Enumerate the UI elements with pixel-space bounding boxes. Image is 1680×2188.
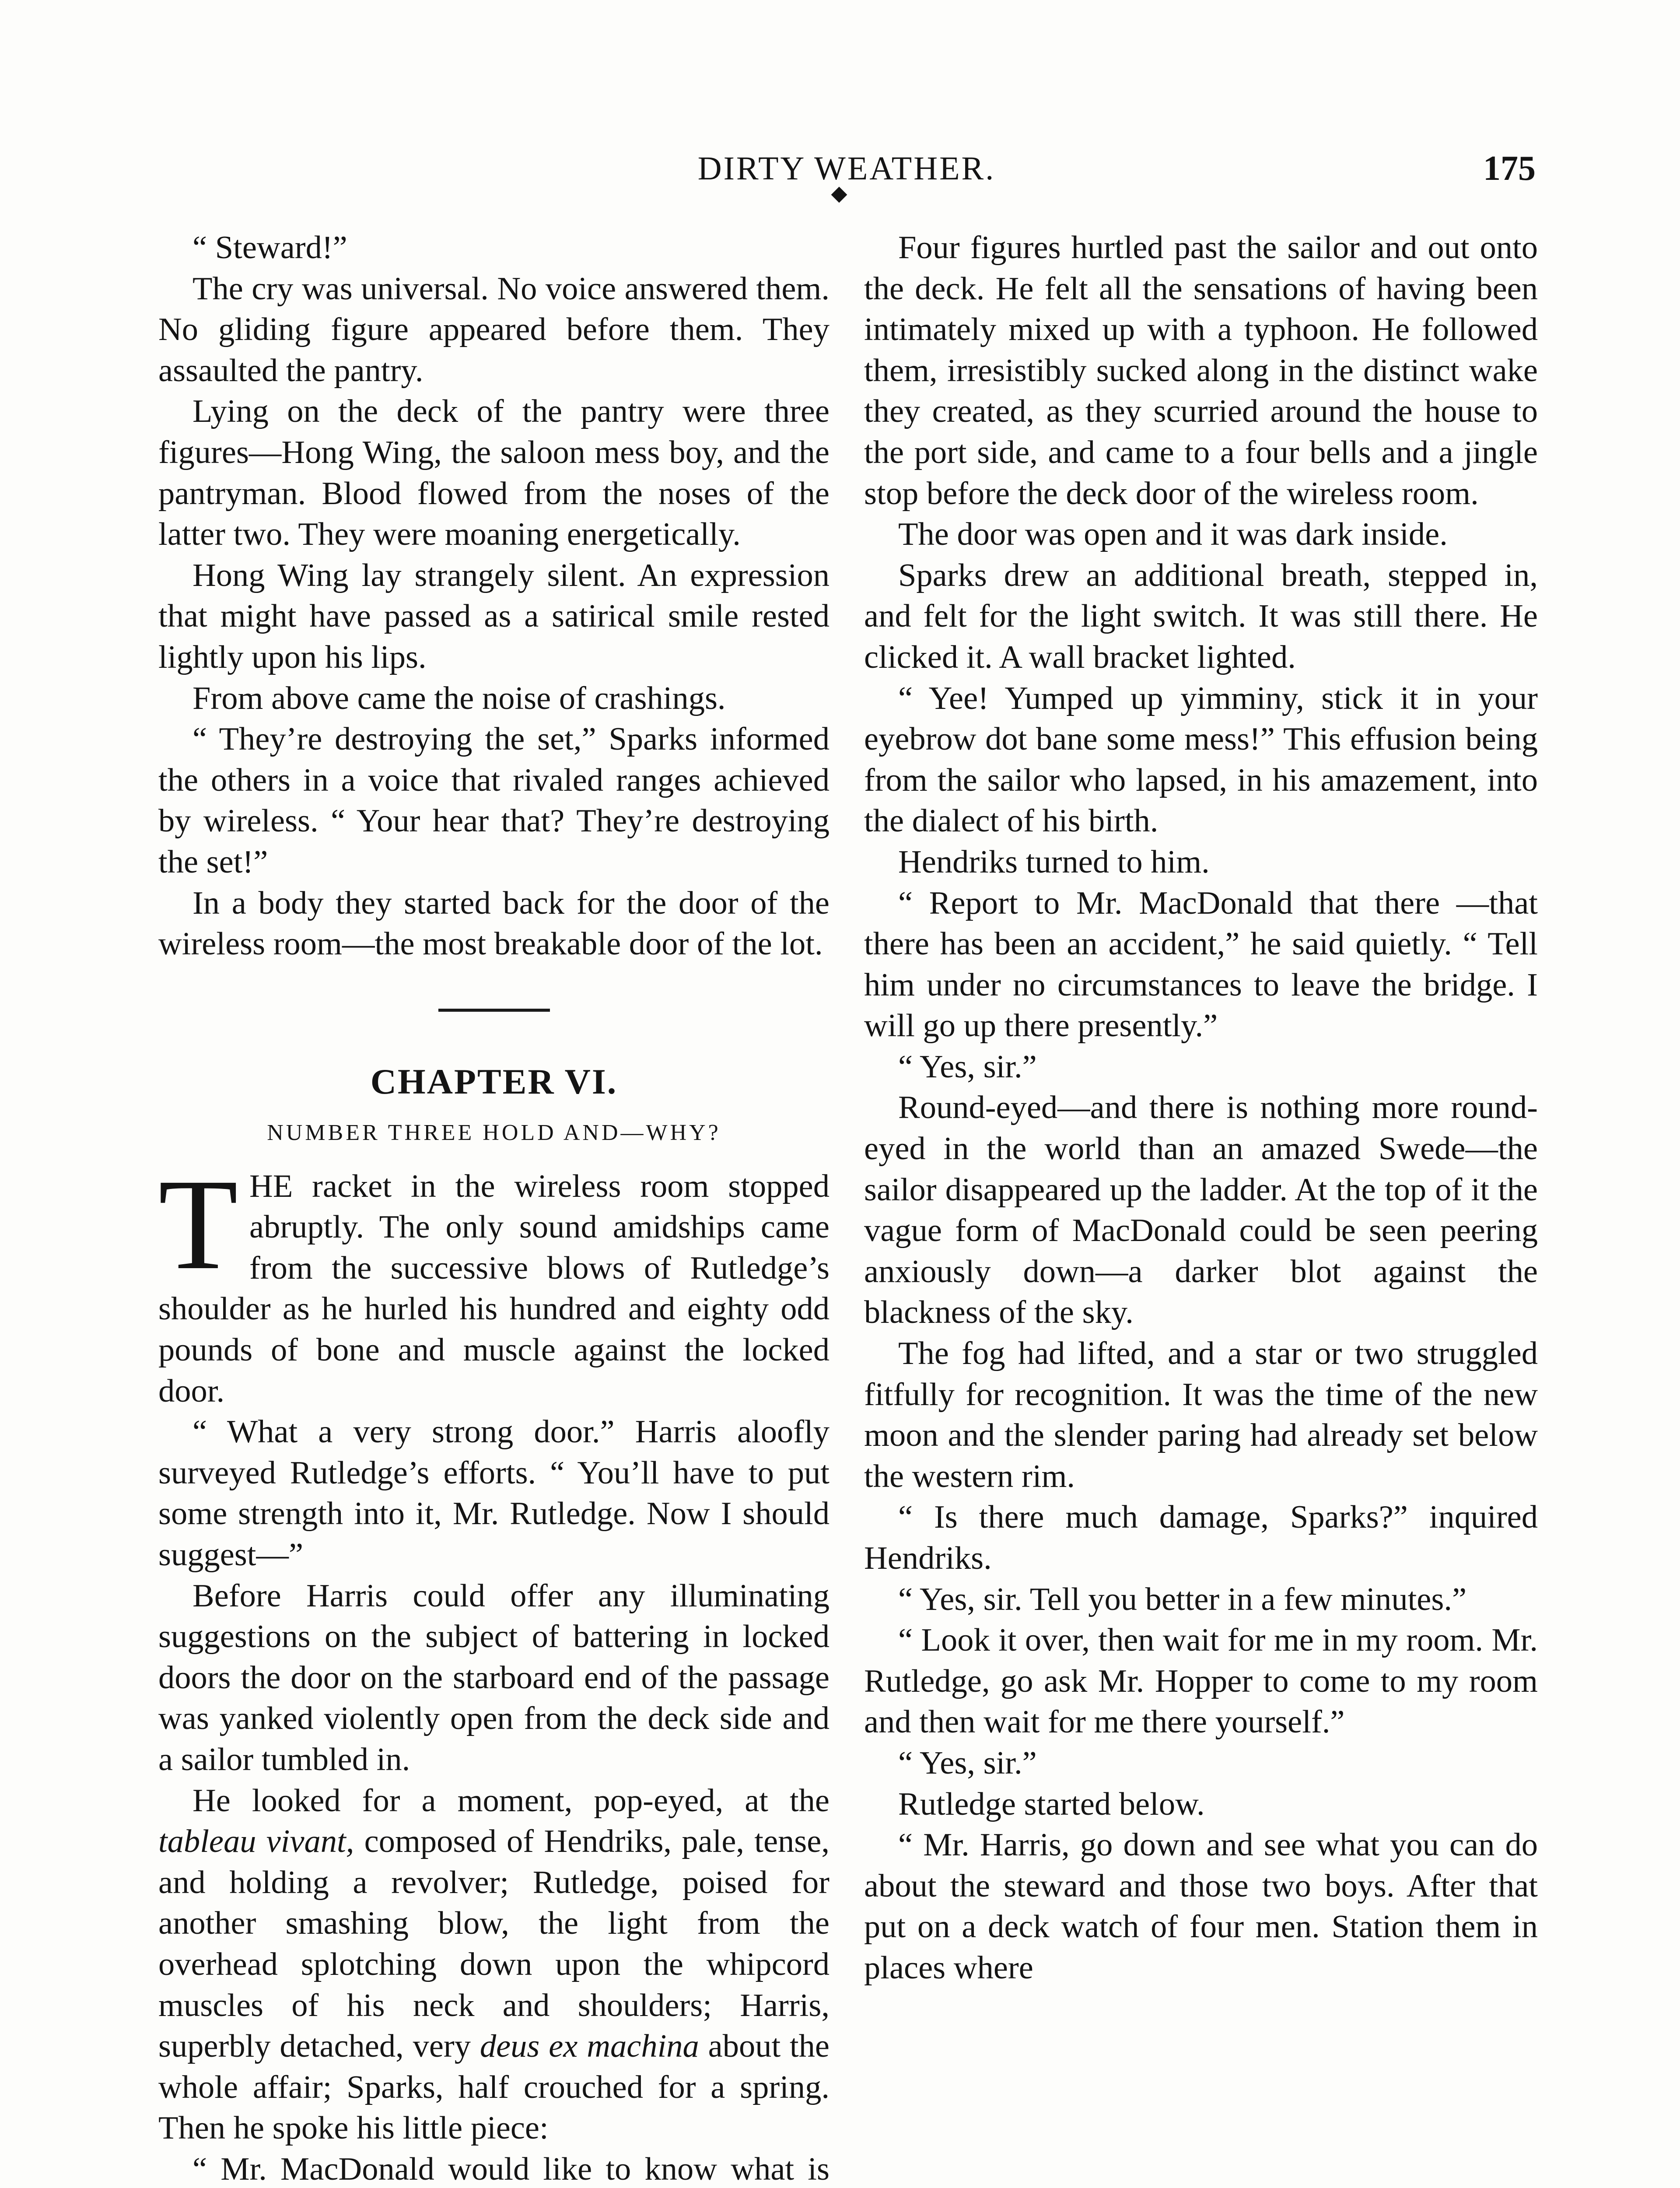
paragraph: “ Yes, sir.”: [898, 1745, 1037, 1781]
paragraph: The door was open and it was dark inside.: [898, 516, 1448, 553]
paragraph: “ Yee! Yumped up yimminy, stick it in your eyebrow dot bane some mess!” This effusion being from the sailor who lapsed, in his amazement, into the dialect of his birth.: [864, 680, 1538, 839]
paragraph: The cry was universal. No voice answered them. No gliding figure appeared before them. They assaulted the pantry.: [158, 270, 830, 389]
paragraph: In a body they started back for the door of the wireless room—the most breakable door of the lot.: [158, 885, 830, 962]
section-divider: [438, 1009, 550, 1012]
paragraph-text: HE racket in the wireless room stopped abruptly. The only sound amidships came from the successive blows of Rutledge’s shoulder as he hurled his hundred and eighty odd pounds of bone and muscle against the locked door.: [158, 1168, 830, 1409]
paragraph: “ They’re destroying the set,” Sparks informed the others in a voice that rivaled ranges achieved by wireless. “ Your hear that? They’re destroying the set!”: [158, 721, 830, 880]
page-number: 175: [1483, 149, 1536, 188]
paragraph: “ Steward!”: [192, 230, 347, 266]
paragraph: Sparks drew an additional breath, stepped in, and felt for the light switch. It was still there. He clicked it. A wall bracket lighted.: [864, 557, 1538, 675]
paragraph: “ Mr. MacDonald would like to know what is: [192, 2151, 830, 2187]
paragraph: Hong Wing lay strangely silent. An expression that might have passed as a satirical smile rested lightly upon his lips.: [158, 557, 830, 675]
chapter-subtitle: NUMBER THREE HOLD AND—WHY?: [267, 1120, 721, 1145]
running-title: DIRTY WEATHER.: [697, 150, 996, 187]
paragraph: Before Harris could offer any illuminating suggestions on the subject of battering in locked doors the door on the starboard end of the passage was yanked violently open from the deck side and a sailor tumbled in.: [158, 1578, 830, 1778]
paragraph-text: composed of Hendriks, pale, tense, and holding a revolver; Rutledge, poised for another smashing blow, the light from the overhead splotching down upon the whipcord muscles of his neck and shoulders; Harris, superbly detached, very: [158, 1823, 830, 2065]
italic-phrase: tableau vivant,: [158, 1823, 354, 1860]
paragraph: Lying on the deck of the pantry were three figures—Hong Wing, the saloon mess boy, and the pantryman. Blood flowed from the noses of the latter two. They were moaning energetically.: [158, 393, 830, 553]
paragraph: Round-eyed—and there is nothing more round-eyed in the world than an amazed Swede—the sailor disappeared up the ladder. At the top of it the vague form of MacDonald could be seen peering anxiously down—a darker blot against the blackness of the sky.: [864, 1090, 1538, 1331]
paragraph: [158, 1781, 830, 2149]
paragraph: “ Yes, sir.”: [898, 1048, 1037, 1085]
chapter-title: CHAPTER VI.: [370, 1061, 618, 1101]
chapter-opening-paragraph: [158, 1152, 830, 1412]
paragraph: From above came the noise of crashings.: [192, 680, 726, 716]
paragraph: “ Report to Mr. MacDonald that there —that there has been an accident,” he said quietly. “ Tell him under no circumstances to leave the bridge. I will go up there presently.”: [864, 885, 1538, 1044]
paragraph-text: about the whole affair; Sparks, half crouched for a spring. Then he spoke his little piece:: [158, 2028, 830, 2146]
paragraph: “ Mr. Harris, go down and see what you can do about the steward and those two boys. After that put on a deck watch of four men. Station them in places where: [864, 1827, 1538, 1986]
paragraph: Rutledge started below.: [898, 1786, 1205, 1822]
paragraph: Four figures hurtled past the sailor and out onto the deck. He felt all the sensations of having been intimately mixed up with a typhoon. He followed them, irresistibly sucked along in the distinct wake they created, as they scurried around the house to the port side, and came to a four bells and a jingle stop before the deck door of the wireless room.: [864, 230, 1538, 512]
paragraph: “ Is there much damage, Sparks?” inquired Hendriks.: [864, 1499, 1538, 1576]
right-column: [864, 228, 1538, 1989]
paragraph-text: He looked for a moment, pop-eyed, at the: [192, 1782, 830, 1819]
paragraph: Hendriks turned to him.: [898, 844, 1210, 880]
paragraph: The fog had lifted, and a star or two struggled fitfully for recognition. It was the time of the new moon and the slender paring had already set below the western rim.: [864, 1336, 1538, 1494]
running-head: [158, 144, 1536, 193]
drop-cap: T: [158, 1152, 238, 1297]
italic-phrase: deus ex machina: [480, 2028, 699, 2065]
paragraph: “ What a very strong door.” Harris aloofly surveyed Rutledge’s efforts. “ You’ll have to put some strength into it, Mr. Rutledge. Now I should suggest—”: [158, 1414, 830, 1573]
paragraph: “ Look it over, then wait for me in my room. Mr. Rutledge, go ask Mr. Hopper to come to my room and then wait for me there yourself.”: [864, 1622, 1538, 1740]
left-column: [158, 228, 830, 2188]
paragraph: “ Yes, sir. Tell you better in a few minutes.”: [898, 1581, 1467, 1617]
